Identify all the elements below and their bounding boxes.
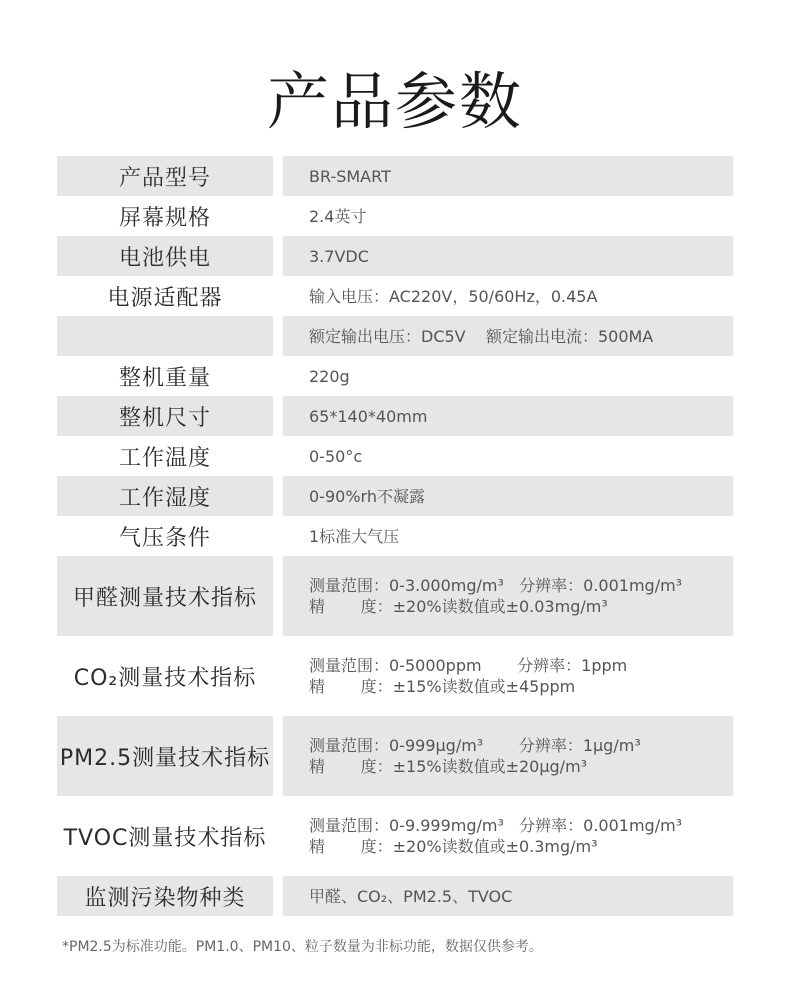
value-line: 3.7VDC [309,246,369,266]
row-value [283,556,733,636]
row-value [283,356,733,396]
value-line: 测量范围：0-999μg/m³ 分辨率：1μg/m³ [309,736,641,755]
row-label: 电源适配器 [107,285,223,311]
value-line: 精 度：±20%读数值或±0.3mg/m³ [309,837,598,856]
value-line: 2.4英寸 [309,206,367,226]
row-label: 整机重量 [118,365,211,391]
row-value [283,196,733,236]
value-line: 精 度：±20%读数值或±0.03mg/m³ [309,597,608,616]
table-row [57,716,733,796]
row-value [283,476,733,516]
row-label: 工作温度 [118,445,211,471]
value-line: 220g [309,366,350,386]
row-label: CO₂测量技术指标 [73,665,257,691]
table-row [57,316,733,356]
table-row [57,396,733,436]
row-value [283,436,733,476]
row-value [283,236,733,276]
row-value [283,876,733,916]
table-row [57,196,733,236]
table-row [57,436,733,476]
row-value [283,276,733,316]
table-row [57,876,733,916]
row-value [283,796,733,876]
value-line: 1标准大气压 [309,526,400,546]
value-line: 测量范围：0-9.999mg/m³ 分辨率：0.001mg/m³ [309,816,683,835]
value-line: 精 度：±15%读数值或±45ppm [309,677,576,696]
value-line: 0-90%rh不凝露 [309,486,425,506]
table-row [57,516,733,556]
table-row [57,476,733,516]
value-line: 输入电压：AC220V，50/60Hz，0.45A [309,286,598,306]
table-row [57,156,733,196]
value-line: 额定输出电压：DC5V 额定输出电流：500MA [309,326,654,346]
row-label: 屏幕规格 [118,205,211,231]
row-label: 整机尺寸 [57,396,273,436]
page-title: 产品参数 [266,65,523,138]
row-value [283,716,733,796]
row-label: 监测污染物种类 [57,876,273,916]
row-value [283,516,733,556]
row-label: 产品型号 [57,156,273,196]
table-row [57,556,733,636]
row-label: 甲醛测量技术指标 [57,556,273,636]
value-line: 测量范围：0-5000ppm 分辨率：1ppm [309,656,628,675]
row-label [57,316,273,356]
value-line: 65*140*40mm [309,406,428,426]
row-value [283,156,733,196]
table-row [57,276,733,316]
row-label: 工作湿度 [57,476,273,516]
value-line: 0-50°c [309,446,363,466]
row-label: 气压条件 [118,525,211,551]
row-label: PM2.5测量技术指标 [57,716,273,796]
table-row [57,356,733,396]
row-label: TVOC测量技术指标 [63,825,267,851]
table-row [57,796,733,876]
value-line: BR-SMART [309,166,391,186]
value-line: 精 度：±15%读数值或±20μg/m³ [309,757,588,776]
row-value [283,636,733,716]
row-label: 电池供电 [57,236,273,276]
footnote: *PM2.5为标准功能。PM1.0、PM10、粒子数量为非标功能，数据仅供参考。 [62,939,543,955]
value-line: 测量范围：0-3.000mg/m³ 分辨率：0.001mg/m³ [309,576,683,595]
row-value [283,396,733,436]
spec-table [57,156,733,916]
value-line: 甲醛、CO₂、PM2.5、TVOC [309,886,513,906]
row-value [283,316,733,356]
table-row [57,236,733,276]
table-row [57,636,733,716]
